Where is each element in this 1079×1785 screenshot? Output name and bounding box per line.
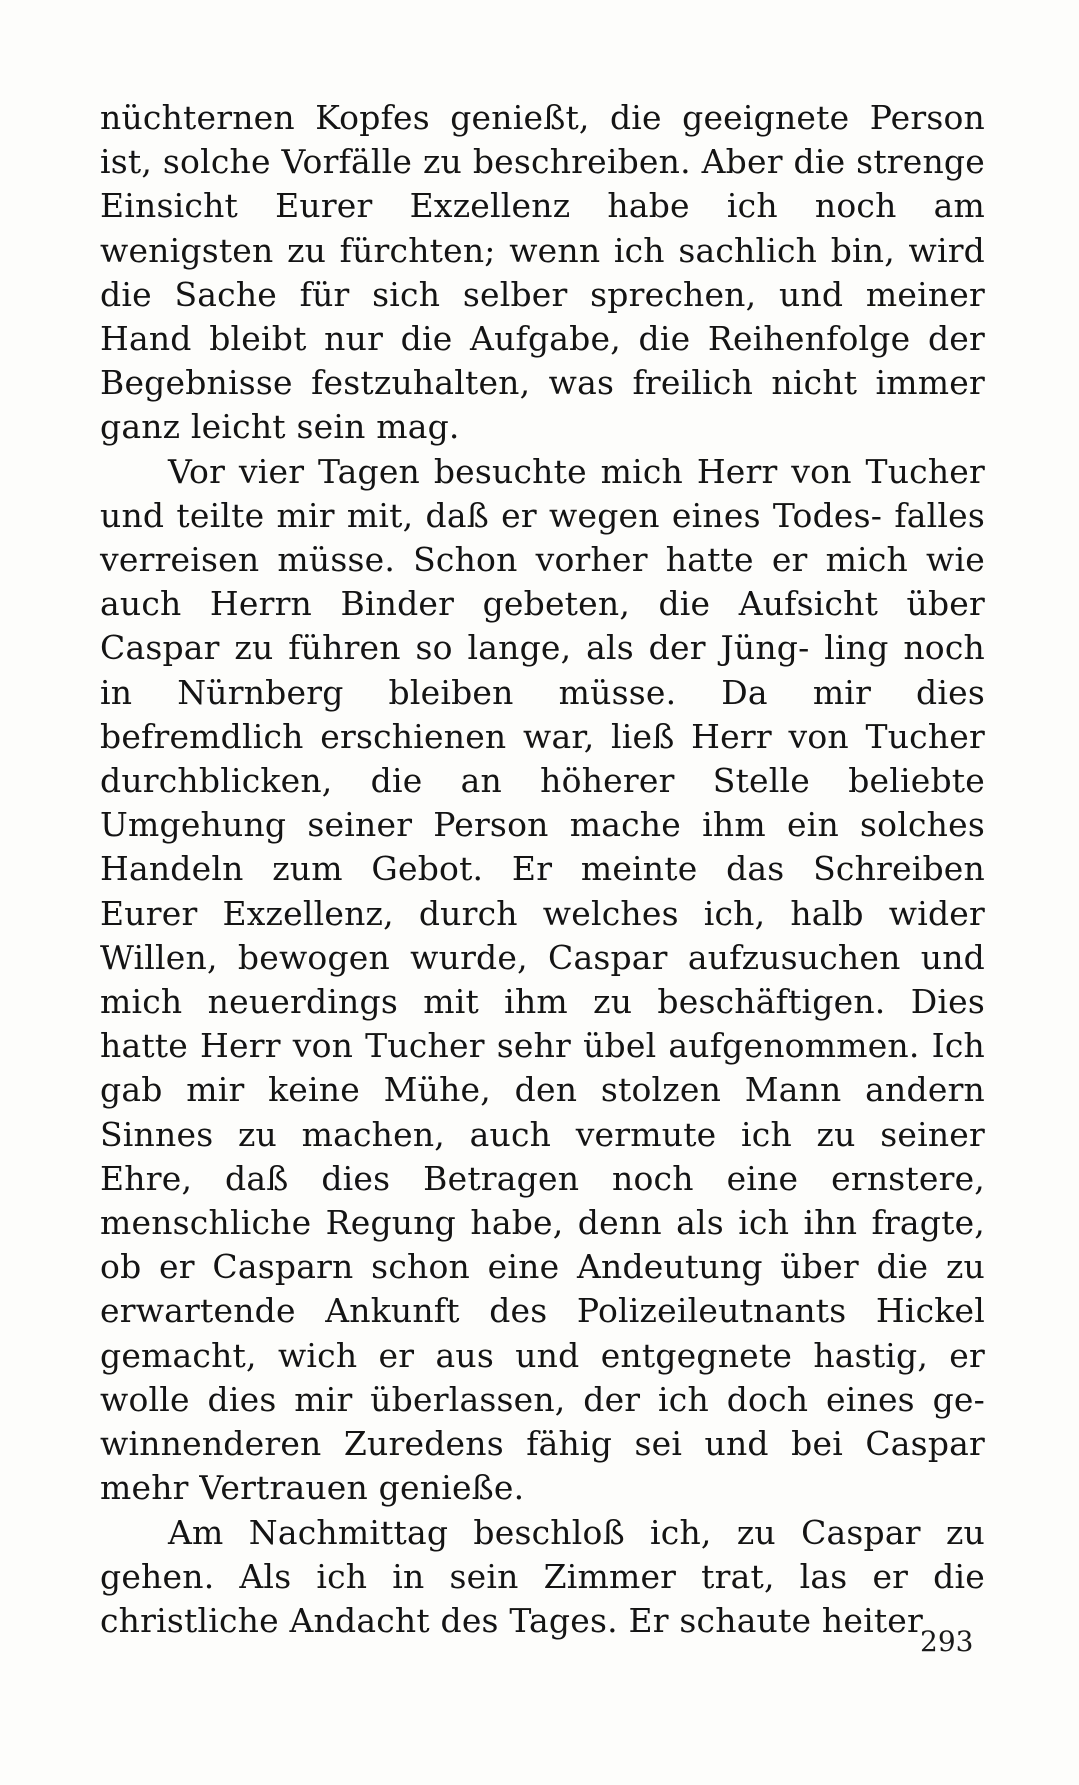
paragraph-2: Vor vier Tagen besuchte mich Herr von Tucher und teilte mir mit, daß er wegen eines Todes- falles verreisen müsse. Schon vorher hatte er mich wie auch Herrn Binder gebeten, die Aufsicht über Caspar zu führen so lange, als der Jüng- ling noch in Nürnberg bleiben müsse. Da mir dies befremdlich erschienen war, ließ Herr von Tucher durchblicken, die an höherer Stelle beliebte Umgehung seiner Person mache ihm ein solches Handeln zum Gebot. Er meinte das Schreiben Eurer Exzellenz, durch welches ich, halb wider Willen, bewogen wurde, Caspar aufzusuchen und mich neuerdings mit ihm zu beschäftigen. Dies hatte Herr von Tucher sehr übel aufgenommen. Ich gab mir keine Mühe, den stolzen Mann andern Sinnes zu machen, auch vermute ich zu seiner Ehre, daß dies Betragen noch eine ernstere, menschliche Regung habe, denn als ich ihn fragte, ob er Casparn schon eine Andeutung über die zu erwartende Ankunft des Polizeileutnants Hickel gemacht, wich er aus und entgegnete hastig, er wolle dies mir überlassen, der ich doch eines ge- winnenderen Zuredens fähig sei und bei Caspar mehr Vertrauen genieße.	[100, 451, 985, 1508]
paragraph-1: nüchternen Kopfes genießt, die geeignete Person ist, solche Vorfälle zu beschreiben. Aber die strenge Einsicht Eurer Exzellenz habe ich noch am wenigsten zu fürchten; wenn ich sachlich bin, wird die Sache für sich selber sprechen, und meiner Hand bleibt nur die Aufgabe, die Reihenfolge der Begebnisse festzuhalten, was freilich nicht immer ganz leicht sein mag.	[100, 98, 985, 447]
page-number: 293	[920, 1625, 974, 1658]
paragraph-3: Am Nachmittag beschloß ich, zu Caspar zu gehen. Als ich in sein Zimmer trat, las er die christliche Andacht des Tages. Er schaute heiter	[100, 1512, 985, 1640]
body-text	[100, 96, 985, 1643]
